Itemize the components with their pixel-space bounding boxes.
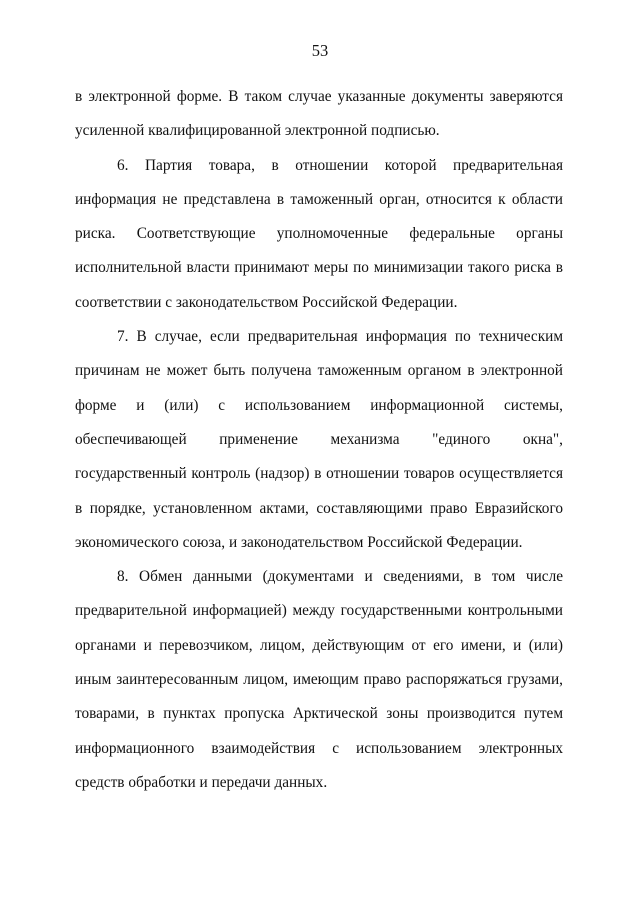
paragraph-item-7: 7. В случае, если предварительная информация по техническим причинам не может быть получена таможенным органом в электронной форме и (или) с использованием информационной системы, обеспечивающей применение механизма "единого окна", государственный контроль (надзор) в отношении товаров осуществляется в порядке, установленном актами, составляющими право Евразийского экономического союза, и законодательством Российской Федерации. — [75, 328, 563, 551]
page-number: 53 — [311, 41, 329, 60]
paragraph-item-8: 8. Обмен данными (документами и сведениями, в том числе предварительной информацией) между государственными контрольными органами и перевозчиком, лицом, действующим от его имени, и (или) иным заинтересованным лицом, имеющим право распоряжаться грузами, товарами, в пунктах пропуска Арктической зоны производится путем информационного взаимодействия с использованием электронных средств обработки и передачи данных. — [75, 568, 563, 791]
document-body — [75, 80, 563, 800]
paragraph-item-6: 6. Партия товара, в отношении которой предварительная информация не представлена в таможенный орган, относится к области риска. Соответствующие уполномоченные федеральные органы исполнительной власти принимают меры по минимизации такого риска в соответствии с законодательством Российской Федерации. — [75, 156, 563, 311]
paragraph-continuation: в электронной форме. В таком случае указанные документы заверяются усиленной квалифицированной электронной подписью. — [75, 88, 563, 140]
